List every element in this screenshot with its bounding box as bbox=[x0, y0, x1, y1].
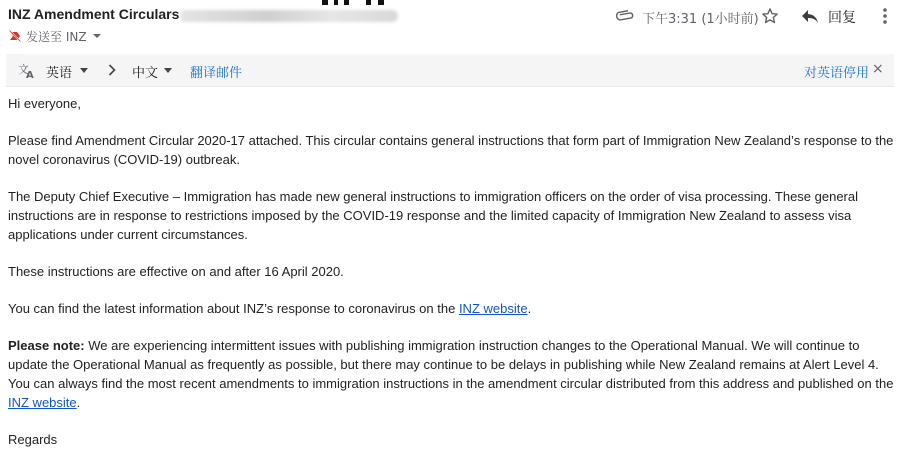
sent-to-label: 发送至 INZ bbox=[26, 29, 87, 44]
target-language-select[interactable]: 中文 bbox=[132, 66, 159, 81]
sender-name[interactable]: INZ Amendment Circulars bbox=[8, 6, 180, 22]
attachment-icon bbox=[614, 8, 634, 24]
source-language-caret-icon[interactable] bbox=[80, 68, 88, 73]
header-actions bbox=[600, 0, 900, 32]
inz-website-link-2[interactable]: INZ website bbox=[8, 395, 77, 410]
paragraph-2: The Deputy Chief Executive – Immigration has made new general instructions to immigration officers on the order of visa processing. These general instructions are in response to restrictions imposed by the COVID-19 response and the limited capacity of Immigration New Zealand to assess visa applications under current circumstances. bbox=[8, 189, 859, 242]
svg-text:A: A bbox=[26, 70, 34, 81]
greeting: Hi everyone, bbox=[8, 96, 81, 111]
reply-button[interactable]: 回复 bbox=[828, 10, 856, 26]
close-icon[interactable]: × bbox=[872, 61, 884, 77]
star-icon[interactable] bbox=[760, 6, 780, 26]
important-marker-icon bbox=[8, 29, 22, 43]
note-label: Please note: bbox=[8, 338, 85, 353]
chevron-down-icon[interactable] bbox=[93, 32, 101, 40]
email-header bbox=[0, 0, 900, 30]
note-text: We are experiencing intermittent issues with publishing immigration instruction changes to the Operational Manual. We will continue to update the Operational Manual as frequently as possible, but there may continue to be delays in publishing while New Zealand remains at Alert Level 4. You can always find the most recent amendments to immigration instructions in the amendment circular distributed from this address and published on the bbox=[8, 338, 894, 391]
recipients-row[interactable] bbox=[8, 27, 101, 45]
paragraph-4-text: You can find the latest information about INZ’s response to coronavirus on the bbox=[8, 301, 459, 316]
sender[interactable] bbox=[8, 6, 187, 22]
more-vert-icon[interactable] bbox=[880, 6, 890, 26]
translation-bar bbox=[6, 54, 894, 87]
chevron-right-icon bbox=[108, 64, 116, 76]
note-end: . bbox=[76, 395, 81, 410]
timestamp: 下午3:31 (1小时前) bbox=[642, 12, 759, 27]
closing: Regards bbox=[8, 432, 58, 447]
translate-message-link[interactable]: 翻译邮件 bbox=[190, 66, 243, 81]
sender-email-redacted bbox=[180, 10, 398, 22]
source-language-select[interactable]: 英语 bbox=[46, 66, 73, 81]
paragraph-3: These instructions are effective on and after 16 April 2020. bbox=[8, 264, 344, 279]
translate-icon bbox=[18, 61, 36, 79]
paragraph-4 bbox=[8, 299, 896, 318]
turn-off-translation-link[interactable]: 对英语停用 bbox=[804, 66, 870, 81]
message-body bbox=[8, 94, 896, 467]
paragraph-1: Please find Amendment Circular 2020-17 attached. This circular contains general instructions that form part of Immigration New Zealand’s response to the novel coronavirus (COVID-19) outbreak. bbox=[8, 133, 894, 167]
note-paragraph bbox=[8, 336, 896, 412]
paragraph-4-end: . bbox=[527, 301, 532, 316]
inz-website-link[interactable]: INZ website bbox=[458, 301, 528, 316]
target-language-caret-icon[interactable] bbox=[164, 68, 172, 73]
svg-text:文: 文 bbox=[18, 63, 29, 76]
reply-icon[interactable] bbox=[800, 7, 820, 25]
